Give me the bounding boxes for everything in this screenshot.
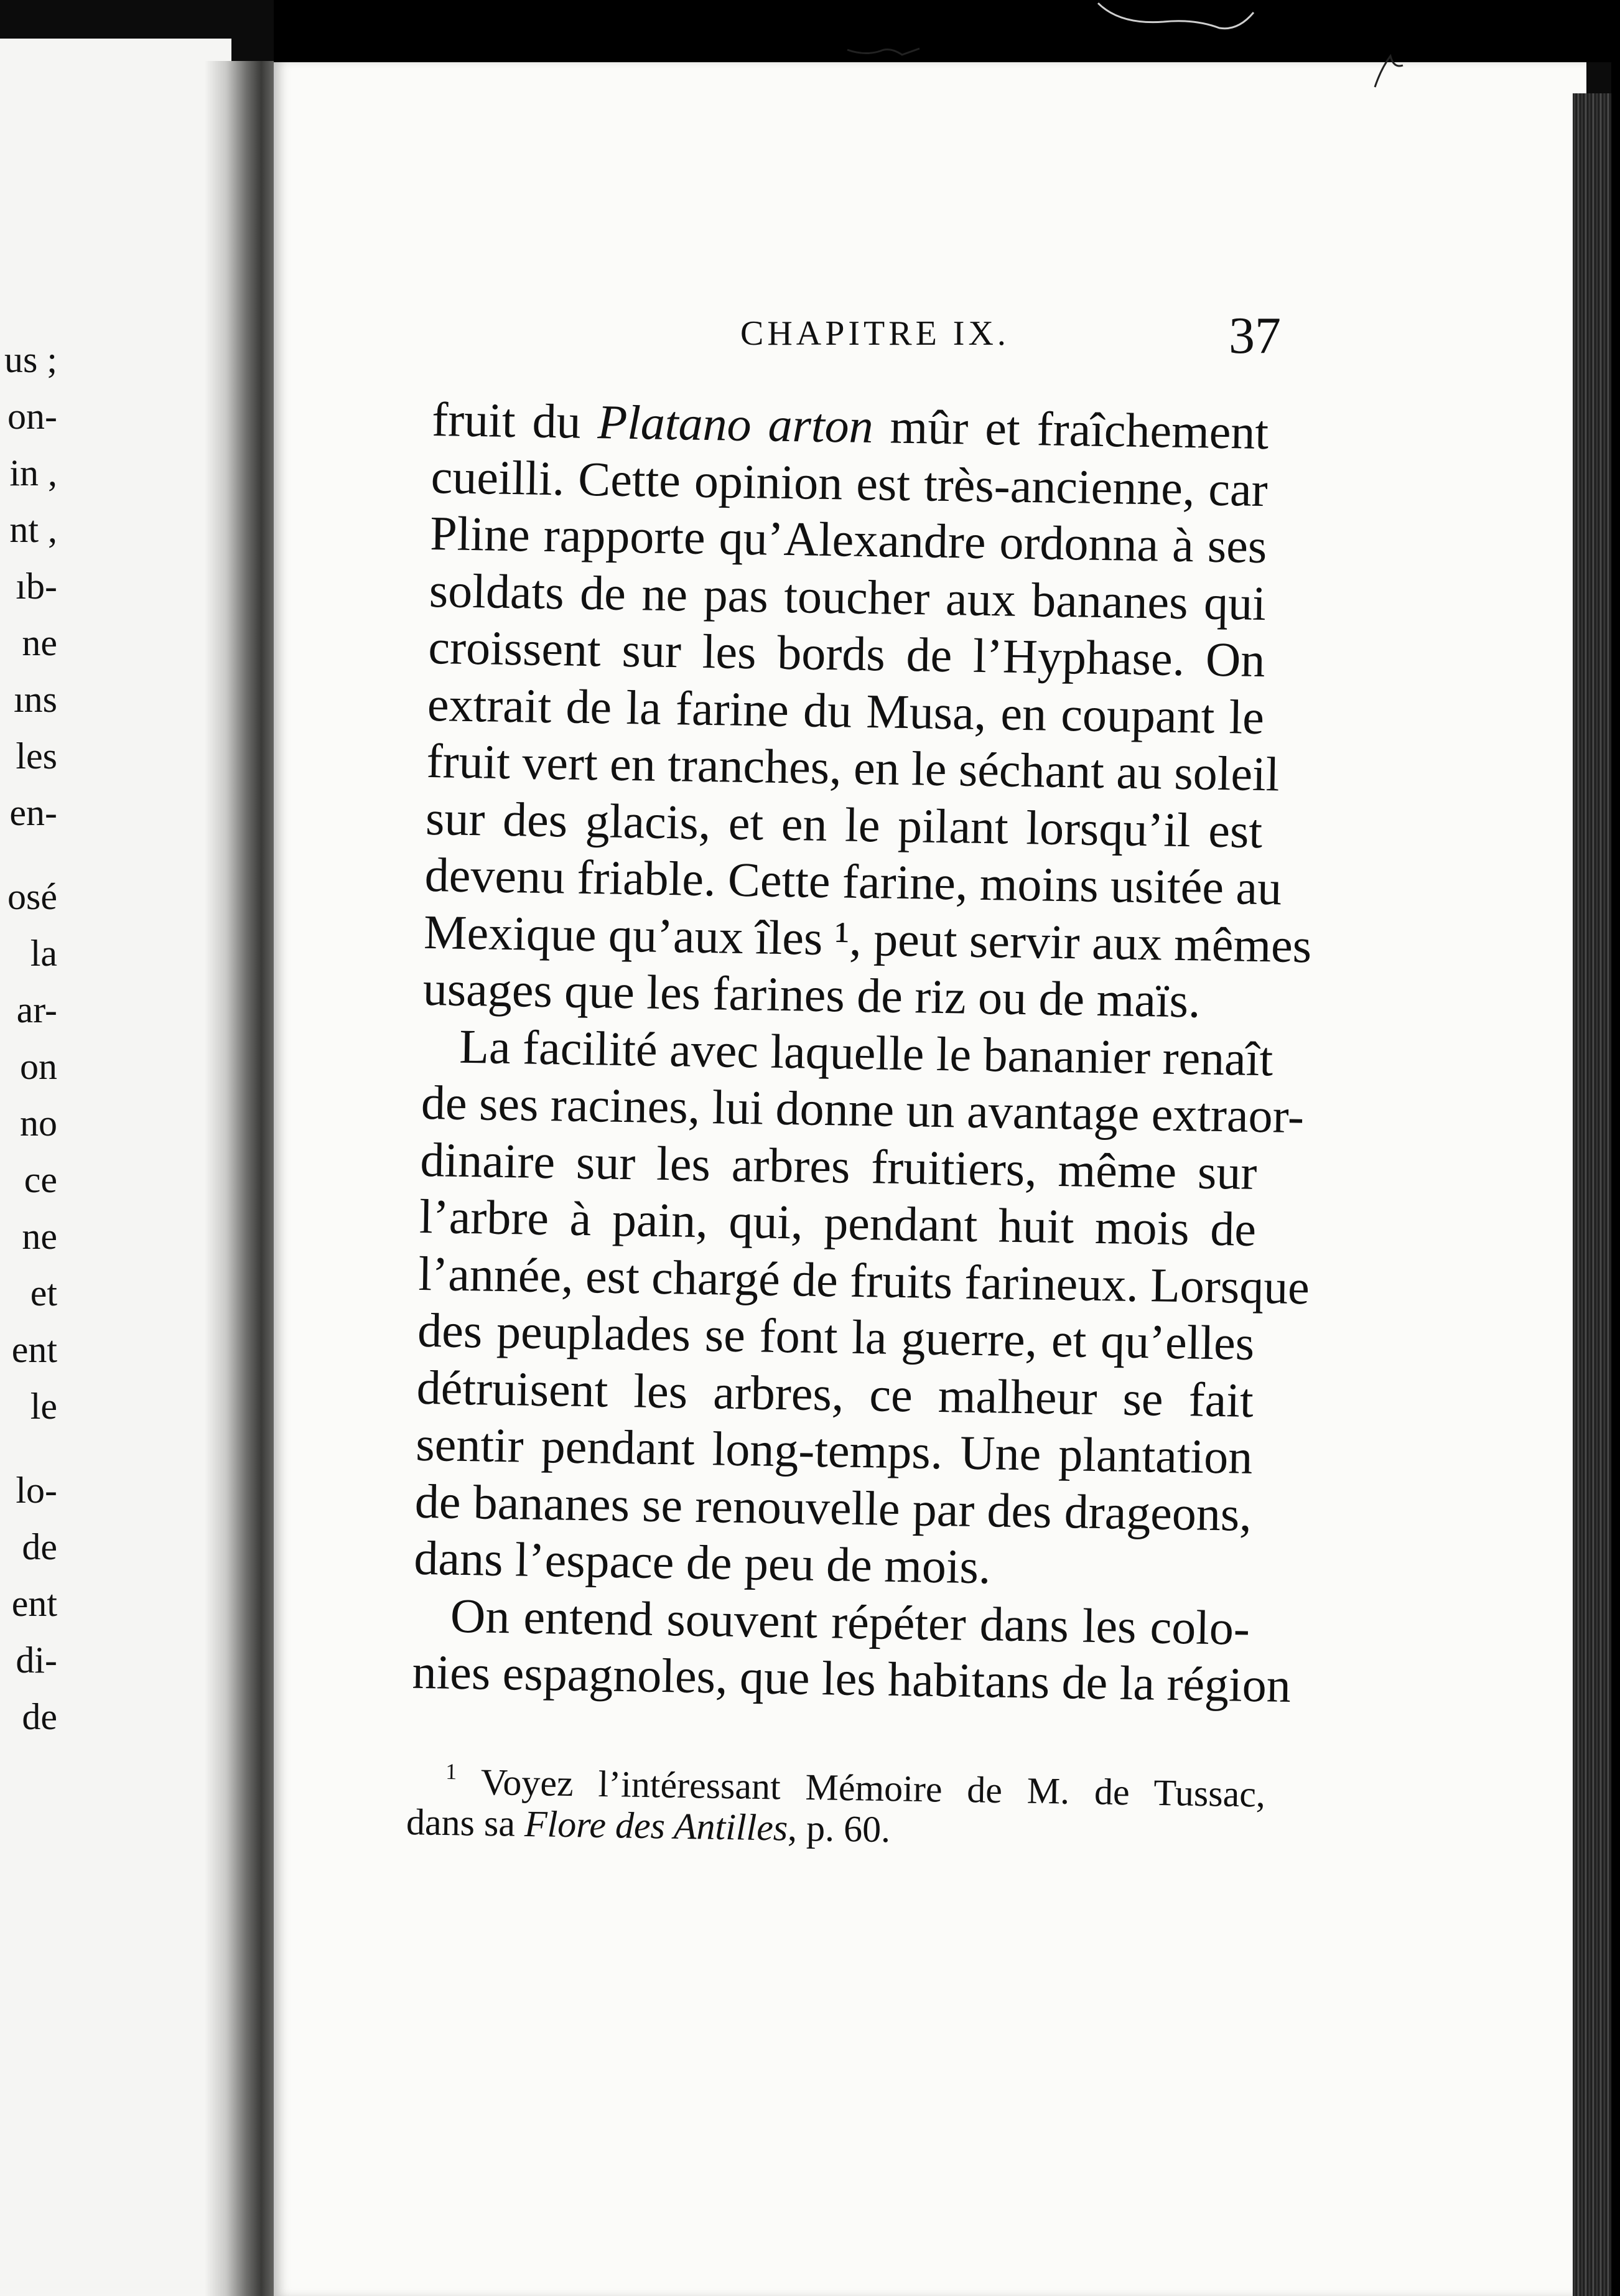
left-page-fragment: in , xyxy=(9,452,57,493)
footnote-text: , p. 60. xyxy=(787,1807,891,1850)
left-page-fragment: le xyxy=(30,1386,57,1427)
left-page-fragment: ent xyxy=(11,1329,57,1370)
text-run: soldats de ne pas toucher aux bananes qui xyxy=(429,562,1267,630)
text-run: usages que les farines de riz ou de maïs. xyxy=(422,961,1201,1028)
left-page-fragment: et xyxy=(30,1272,57,1314)
text-run: croissent sur les bords de l’Hyphase. On xyxy=(427,619,1266,688)
text-run: Mexique qu’aux îles ¹, peut servir aux mêmes xyxy=(423,904,1312,973)
left-page-fragment: les xyxy=(16,735,57,777)
left-page-fragment: ent xyxy=(11,1583,57,1624)
scan-border xyxy=(1611,0,1620,2296)
footnote-text: dans sa xyxy=(406,1801,516,1844)
text-run: La facilité avec laquelle le bananier renaît xyxy=(459,1019,1273,1086)
footnote xyxy=(406,1745,1265,1861)
left-page-fragment: lo- xyxy=(16,1470,57,1511)
text-run: sentir pendant long-temps. Une plantation xyxy=(415,1416,1253,1484)
left-page-fragment: ıns xyxy=(13,679,57,720)
left-page-fragment: on- xyxy=(7,396,57,437)
scan-mark-icon xyxy=(1095,0,1257,37)
page-number: 37 xyxy=(1229,307,1281,365)
text-run: dans l’espace de peu de mois. xyxy=(413,1530,992,1594)
text-run: de ses racines, lui donne un avantage extraor- xyxy=(421,1075,1305,1144)
left-page-fragment: osé xyxy=(7,876,57,917)
left-page-fragment: ce xyxy=(24,1159,57,1200)
left-page-fragment: ne xyxy=(22,622,57,663)
left-page-fragment: on xyxy=(20,1046,57,1087)
left-page-fragment: de xyxy=(22,1696,57,1737)
left-page-fragment: us ; xyxy=(4,339,57,380)
left-page-fragment: la xyxy=(30,933,57,974)
text-run: mûr et fraîchement xyxy=(872,399,1269,460)
left-page-fragment: en- xyxy=(9,792,57,833)
text-run: sur des glacis, et en le pilant lorsqu’il est xyxy=(425,790,1263,858)
left-page-fragment: ne xyxy=(22,1216,57,1257)
text-run: dinaire sur les arbres fruitiers, même sur xyxy=(419,1132,1258,1200)
text-run: nies espagnoles, que les habitans de la région xyxy=(411,1644,1292,1712)
left-page-fragment: di- xyxy=(16,1640,57,1681)
left-page-fragment: no xyxy=(20,1103,57,1144)
scan-mark-icon xyxy=(1369,50,1406,93)
footnote-text: Voyez l’intéressant Mémoire de M. de Tussac, xyxy=(480,1761,1266,1815)
footnote-title: Flore des Antilles xyxy=(524,1803,788,1849)
text-run: des peuplades se font la guerre, et qu’elles xyxy=(417,1302,1255,1370)
left-page-fragment: nt , xyxy=(9,509,57,550)
body-text xyxy=(411,391,1312,1713)
left-page-fragment: ar- xyxy=(16,989,57,1030)
text-run: On entend souvent répéter dans les colo- xyxy=(450,1588,1250,1655)
left-page-fragment: de xyxy=(22,1526,57,1567)
text-run: fruit du xyxy=(431,391,598,449)
footnote-marker: 1 xyxy=(445,1758,457,1785)
text-run: cueilli. Cette opinion est très-ancienne, car xyxy=(431,449,1269,516)
scan-background xyxy=(274,0,1620,62)
text-run: de bananes se renouvelle par des drageons, xyxy=(414,1473,1252,1541)
text-run: Pline rapporte qu’Alexandre ordonna à ses xyxy=(429,505,1267,574)
text-run: l’année, est chargé de fruits farineux. Lorsque xyxy=(418,1246,1310,1314)
text-run: fruit vert en tranches, en le séchant au soleil xyxy=(426,733,1280,801)
left-page-text xyxy=(0,0,57,2296)
text-run: devenu friable. Cette farine, moins usitée au xyxy=(424,847,1282,915)
text-run: l’arbre à pain, qui, pendant huit mois de xyxy=(419,1188,1257,1256)
italic-term: Platano arton xyxy=(597,394,874,454)
text-run: détruisent les arbres, ce malheur se fait xyxy=(416,1360,1254,1427)
text-run: extrait de la farine du Musa, en coupant le xyxy=(427,676,1265,744)
scan-mark-icon xyxy=(846,37,921,62)
running-head: CHAPITRE IX. xyxy=(740,314,1010,353)
book-gutter xyxy=(205,61,280,2296)
left-page-fragment: ıb- xyxy=(16,566,57,607)
